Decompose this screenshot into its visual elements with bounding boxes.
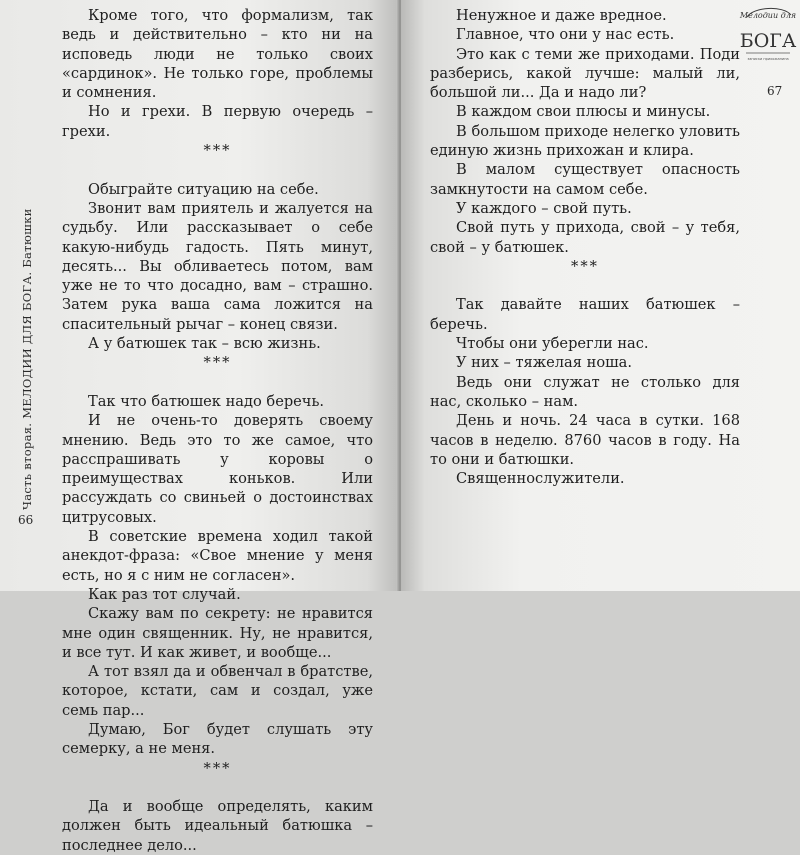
- paragraph: Ненужное и даже вредное.: [456, 7, 667, 24]
- left-page-text: [62, 6, 373, 855]
- paragraph: А тот взял да и обвенчал в братстве, которое, кстати, сам и создал, уже семь пар...: [62, 663, 373, 719]
- paragraph-spacer: [62, 778, 373, 797]
- paragraph: Да и вообще определять, каким должен быть идеальный батюшка – последнее дело...: [62, 798, 373, 854]
- paragraph: Священнослужители.: [456, 470, 625, 488]
- paragraph-spacer: [62, 373, 373, 392]
- paragraph: И не очень-то доверять своему мнению. Ведь это то же самое, что расспрашивать у коровы о преимуществах коньков. Или рассуждать со свиньей о достоинствах цитрусовых.: [62, 412, 373, 526]
- paragraph: Это как с теми же приходами. Поди разберись, какой лучше: малый ли, большой ли... Да и надо ли?: [430, 45, 740, 102]
- left-page: [0, 0, 399, 854]
- paragraph: Обыграйте ситуацию на себе.: [88, 180, 319, 198]
- paragraph: Так давайте наших батюшек – беречь.: [430, 296, 740, 333]
- paragraph: Ведь они служат не столько для нас, сколько – нам.: [430, 373, 740, 410]
- page-number-right: 67: [767, 84, 783, 98]
- paragraph: Скажу вам по секрету: не нравится мне один священник. Ну, не нравится, и все тут. И как живет, и вообще...: [62, 605, 373, 661]
- paragraph: У них – тяжелая ноша.: [456, 354, 633, 372]
- paragraph: Свой путь у прихода, свой – у тебя, свой – у батюшек.: [430, 219, 740, 256]
- right-page: [401, 0, 800, 591]
- paragraph: Чтобы они уберегли нас.: [456, 335, 649, 353]
- paragraph-spacer: [430, 276, 740, 295]
- page-number-left: 66: [18, 513, 34, 527]
- section-separator: ***: [571, 257, 599, 275]
- paragraph: Как раз тот случай.: [88, 585, 241, 603]
- section-separator: ***: [203, 142, 232, 160]
- paragraph: Но и грехи. В первую очередь – грехи.: [62, 103, 373, 140]
- paragraph: А у батюшек так – всю жизнь.: [88, 335, 321, 353]
- paragraph: Кроме того, что формализм, так ведь и действительно – кто ни на исповедь люди не только своих «сардинок». Не только горе, проблемы и сомнения.: [62, 7, 373, 102]
- logo-line1: Мелодии для: [739, 11, 797, 20]
- section-separator: ***: [203, 354, 232, 372]
- right-page-text: [430, 6, 740, 488]
- logo-line2: БОГА: [739, 30, 797, 52]
- paragraph: В малом существует опасность замкнутости на самом себе.: [430, 161, 740, 198]
- logo-line3: записки прихожанина: [747, 57, 789, 61]
- paragraph: День и ночь. 24 часа в сутки. 168 часов в неделю. 8760 часов в году. На то они и батюшки.: [430, 412, 740, 468]
- paragraph: В советские времена ходил такой анекдот-фраза: «Свое мнение у меня есть, но я с ним не согласен».: [62, 528, 373, 584]
- running-head: Часть вторая. МЕЛОДИИ ДЛЯ БОГА. Батюшки: [20, 208, 34, 510]
- paragraph: В каждом свои плюсы и минусы.: [456, 103, 711, 121]
- paragraph: Так что батюшек надо беречь.: [88, 392, 325, 410]
- paragraph: Главное, что они у нас есть.: [456, 26, 675, 44]
- paragraph-spacer: [62, 160, 373, 179]
- section-separator: ***: [203, 759, 232, 777]
- paragraph: В большом приходе нелегко уловить единую жизнь прихожан и клира.: [430, 122, 740, 160]
- paragraph: У каждого – свой путь.: [456, 199, 632, 217]
- paragraph: Звонит вам приятель и жалуется на судьбу. Или рассказывает о себе какую-нибудь гадость. Пять минут, десять... Вы обливаетесь потом, вам уже не то что досадно, вам – страшно. Затем рука ваша сама ложится на спасительный рычаг – конец связи.: [62, 199, 373, 333]
- book-logo-icon: [741, 3, 795, 75]
- paragraph: Думаю, Бог будет слушать эту семерку, а не меня.: [62, 720, 373, 758]
